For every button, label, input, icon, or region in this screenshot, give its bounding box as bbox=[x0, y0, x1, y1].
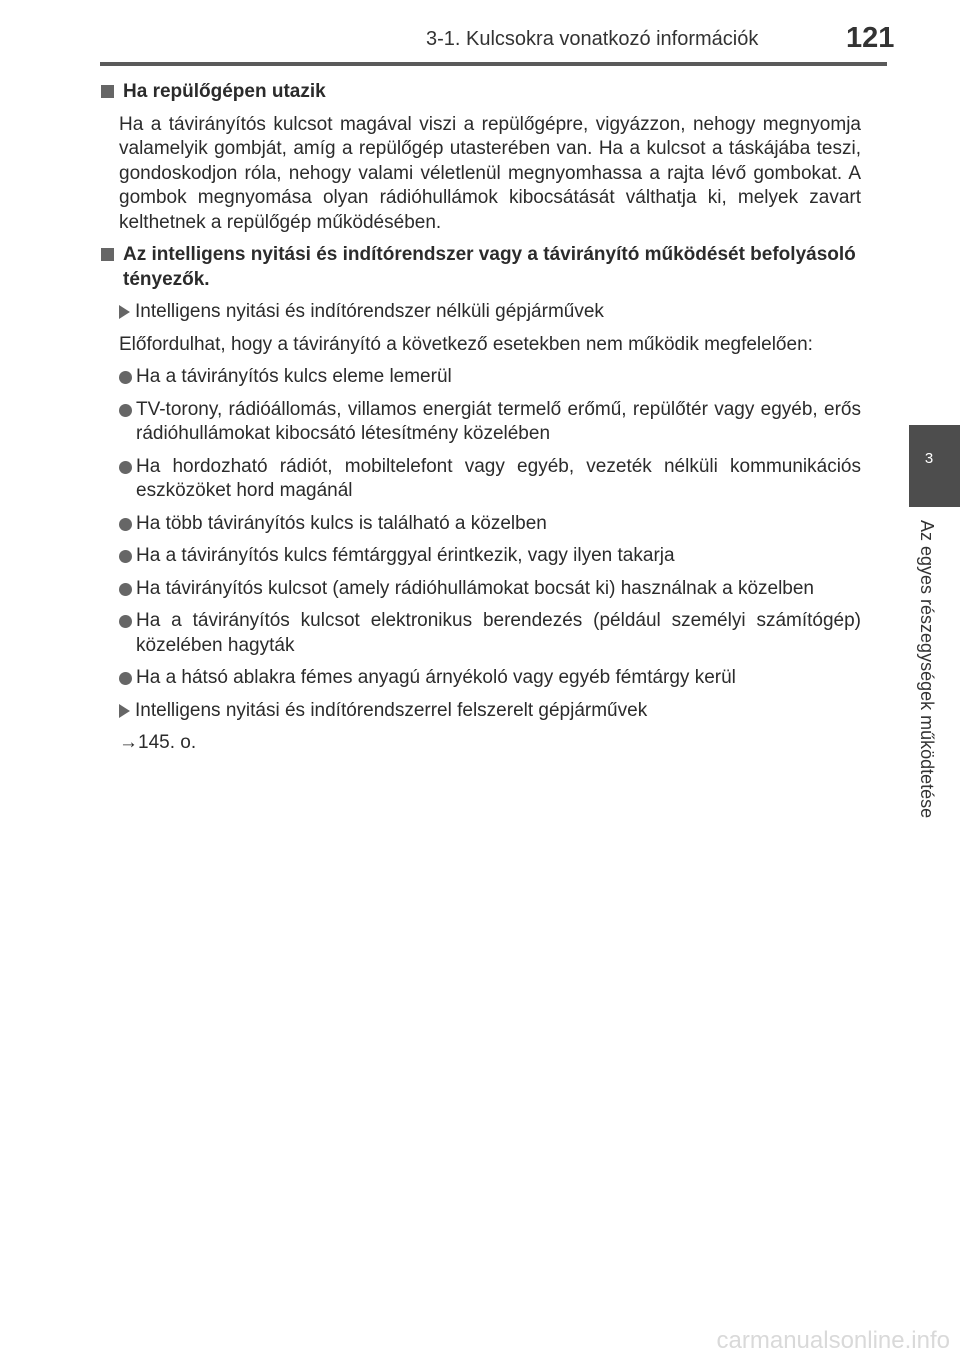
triangle-arrow-icon bbox=[119, 704, 130, 718]
list-item-text: Ha távirányítós kulcsot (amely rádióhullámokat bocsát ki) használnak a közelben bbox=[136, 577, 814, 599]
list-item bbox=[96, 398, 861, 447]
round-bullet-icon bbox=[119, 550, 132, 563]
page-header-title: 3-1. Kulcsokra vonatkozó információk bbox=[426, 28, 759, 50]
round-bullet-icon bbox=[119, 518, 132, 531]
list-item bbox=[96, 512, 861, 537]
list-item-text: Ha a távirányítós kulcs eleme lemerül bbox=[136, 366, 452, 387]
header-divider bbox=[100, 62, 887, 66]
subheading-text: Intelligens nyitási és indítórendszer nélküli gépjárművek bbox=[135, 301, 604, 322]
round-bullet-icon bbox=[119, 615, 132, 628]
round-bullet-icon bbox=[119, 583, 132, 596]
subheading bbox=[96, 699, 861, 724]
list-item bbox=[96, 455, 861, 504]
list-item-text: Ha hordozható rádiót, mobiltelefont vagy egyéb, vezeték nélküli kommunikációs eszközöket hord magánál bbox=[136, 455, 861, 501]
list-item-text: TV-torony, rádióállomás, villamos energiát termelő erőmű, repülőtér vagy egyéb, erős rádióhullámokat kibocsátó létesítmény közelében bbox=[136, 398, 861, 444]
square-bullet-icon bbox=[101, 248, 114, 261]
list-item-text: Ha a távirányítós kulcsot elektronikus berendezés (például személyi számítógép) közelében hagyták bbox=[136, 610, 861, 656]
page-content bbox=[96, 80, 861, 756]
list-item bbox=[96, 666, 861, 691]
watermark: carmanualsonline.info bbox=[716, 1327, 950, 1354]
round-bullet-icon bbox=[119, 461, 132, 474]
section-heading-text: Az intelligens nyitási és indítórendszer vagy a távirányító működését befolyásoló tényezők. bbox=[123, 244, 856, 290]
round-bullet-icon bbox=[119, 371, 132, 384]
square-bullet-icon bbox=[101, 85, 114, 98]
triangle-arrow-icon bbox=[119, 305, 130, 319]
list-item-text: Ha a távirányítós kulcs fémtárggyal érintkezik, vagy ilyen takarja bbox=[136, 545, 675, 566]
list-item-text: Ha a hátsó ablakra fémes anyagú árnyékoló vagy egyéb fémtárgy kerül bbox=[136, 667, 736, 688]
list-item bbox=[96, 577, 861, 602]
section-heading bbox=[96, 243, 861, 292]
round-bullet-icon bbox=[119, 404, 132, 417]
list-item bbox=[96, 544, 861, 569]
section-paragraph: Ha a távirányítós kulcsot magával viszi a repülőgépre, vigyázzon, nehogy megnyomja valamelyik gombját, amíg a repülőgép utasterében van. Ha a kulcsot a táskájába teszi, gondoskodjon róla, nehogy valami véletlenül megnyomhassa a rajta lévő gombokat. A gombok megnyomása olyan rádióhullámok kibocsátását válthatja ki, melyek zavart kelthetnek a repülőgép működésében. bbox=[119, 113, 861, 233]
chapter-tab-title: Az egyes részegységek működtetése bbox=[917, 520, 937, 819]
list-item-text: Ha több távirányítós kulcs is található a közelben bbox=[136, 512, 547, 534]
round-bullet-icon bbox=[119, 672, 132, 685]
page-number: 121 bbox=[846, 22, 895, 54]
list-item bbox=[96, 365, 861, 390]
page-reference: →145. o. bbox=[119, 732, 197, 753]
section-heading bbox=[96, 80, 861, 105]
intro-paragraph: Előfordulhat, hogy a távirányító a következő esetekben nem működik megfelelően: bbox=[119, 333, 813, 355]
subheading-text: Intelligens nyitási és indítórendszerrel felszerelt gépjárművek bbox=[135, 699, 648, 721]
list-item bbox=[96, 609, 861, 658]
chapter-tab-number: 3 bbox=[924, 450, 934, 467]
subheading bbox=[96, 300, 861, 325]
section-heading-text: Ha repülőgépen utazik bbox=[123, 81, 326, 102]
